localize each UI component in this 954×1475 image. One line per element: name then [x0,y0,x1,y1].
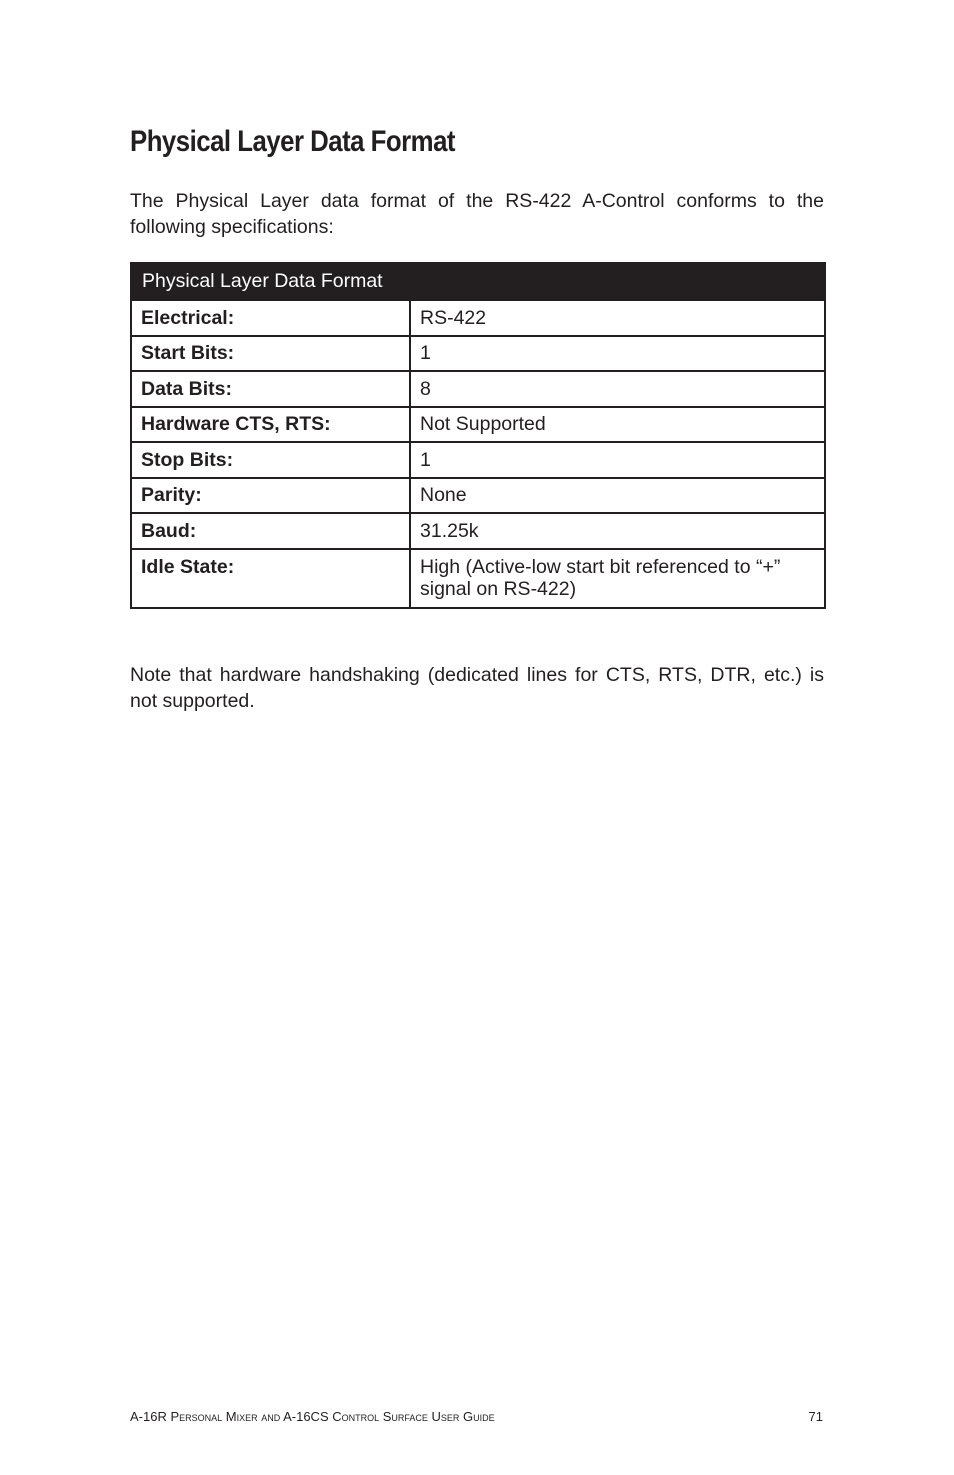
row-label: Parity: [131,478,410,514]
row-value: RS-422 [410,300,825,336]
row-value: High (Active-low start bit referenced to “+” signal on RS-422) [410,549,825,608]
row-value: Not Supported [410,407,825,443]
row-label: Idle State: [131,549,410,608]
footer-page-number: 71 [808,1409,823,1424]
row-label: Hardware CTS, RTS: [131,407,410,443]
table-row [131,549,825,608]
row-value: None [410,478,825,514]
footer-guide-title: A-16R Personal Mixer and A-16CS Control Surface User Guide [130,1409,495,1424]
note-paragraph: Note that hardware handshaking (dedicated lines for CTS, RTS, DTR, etc.) is not supported. [130,664,824,712]
table-row [131,336,825,372]
row-label: Electrical: [131,300,410,336]
intro-paragraph: The Physical Layer data format of the RS-422 A-Control conforms to the following specifications: [130,190,824,238]
table-row [131,371,825,407]
row-value: 8 [410,371,825,407]
row-label: Baud: [131,513,410,549]
row-label: Start Bits: [131,336,410,372]
table-header-row [131,263,825,300]
page-title: Physical Layer Data Format [130,125,455,158]
row-value: 1 [410,442,825,478]
table-row [131,442,825,478]
table-row [131,478,825,514]
row-value: 1 [410,336,825,372]
spec-table [130,262,826,609]
table-row [131,513,825,549]
table-row [131,300,825,336]
table-header: Physical Layer Data Format [131,263,825,300]
row-label: Data Bits: [131,371,410,407]
table-row [131,407,825,443]
row-value: 31.25k [410,513,825,549]
row-label: Stop Bits: [131,442,410,478]
